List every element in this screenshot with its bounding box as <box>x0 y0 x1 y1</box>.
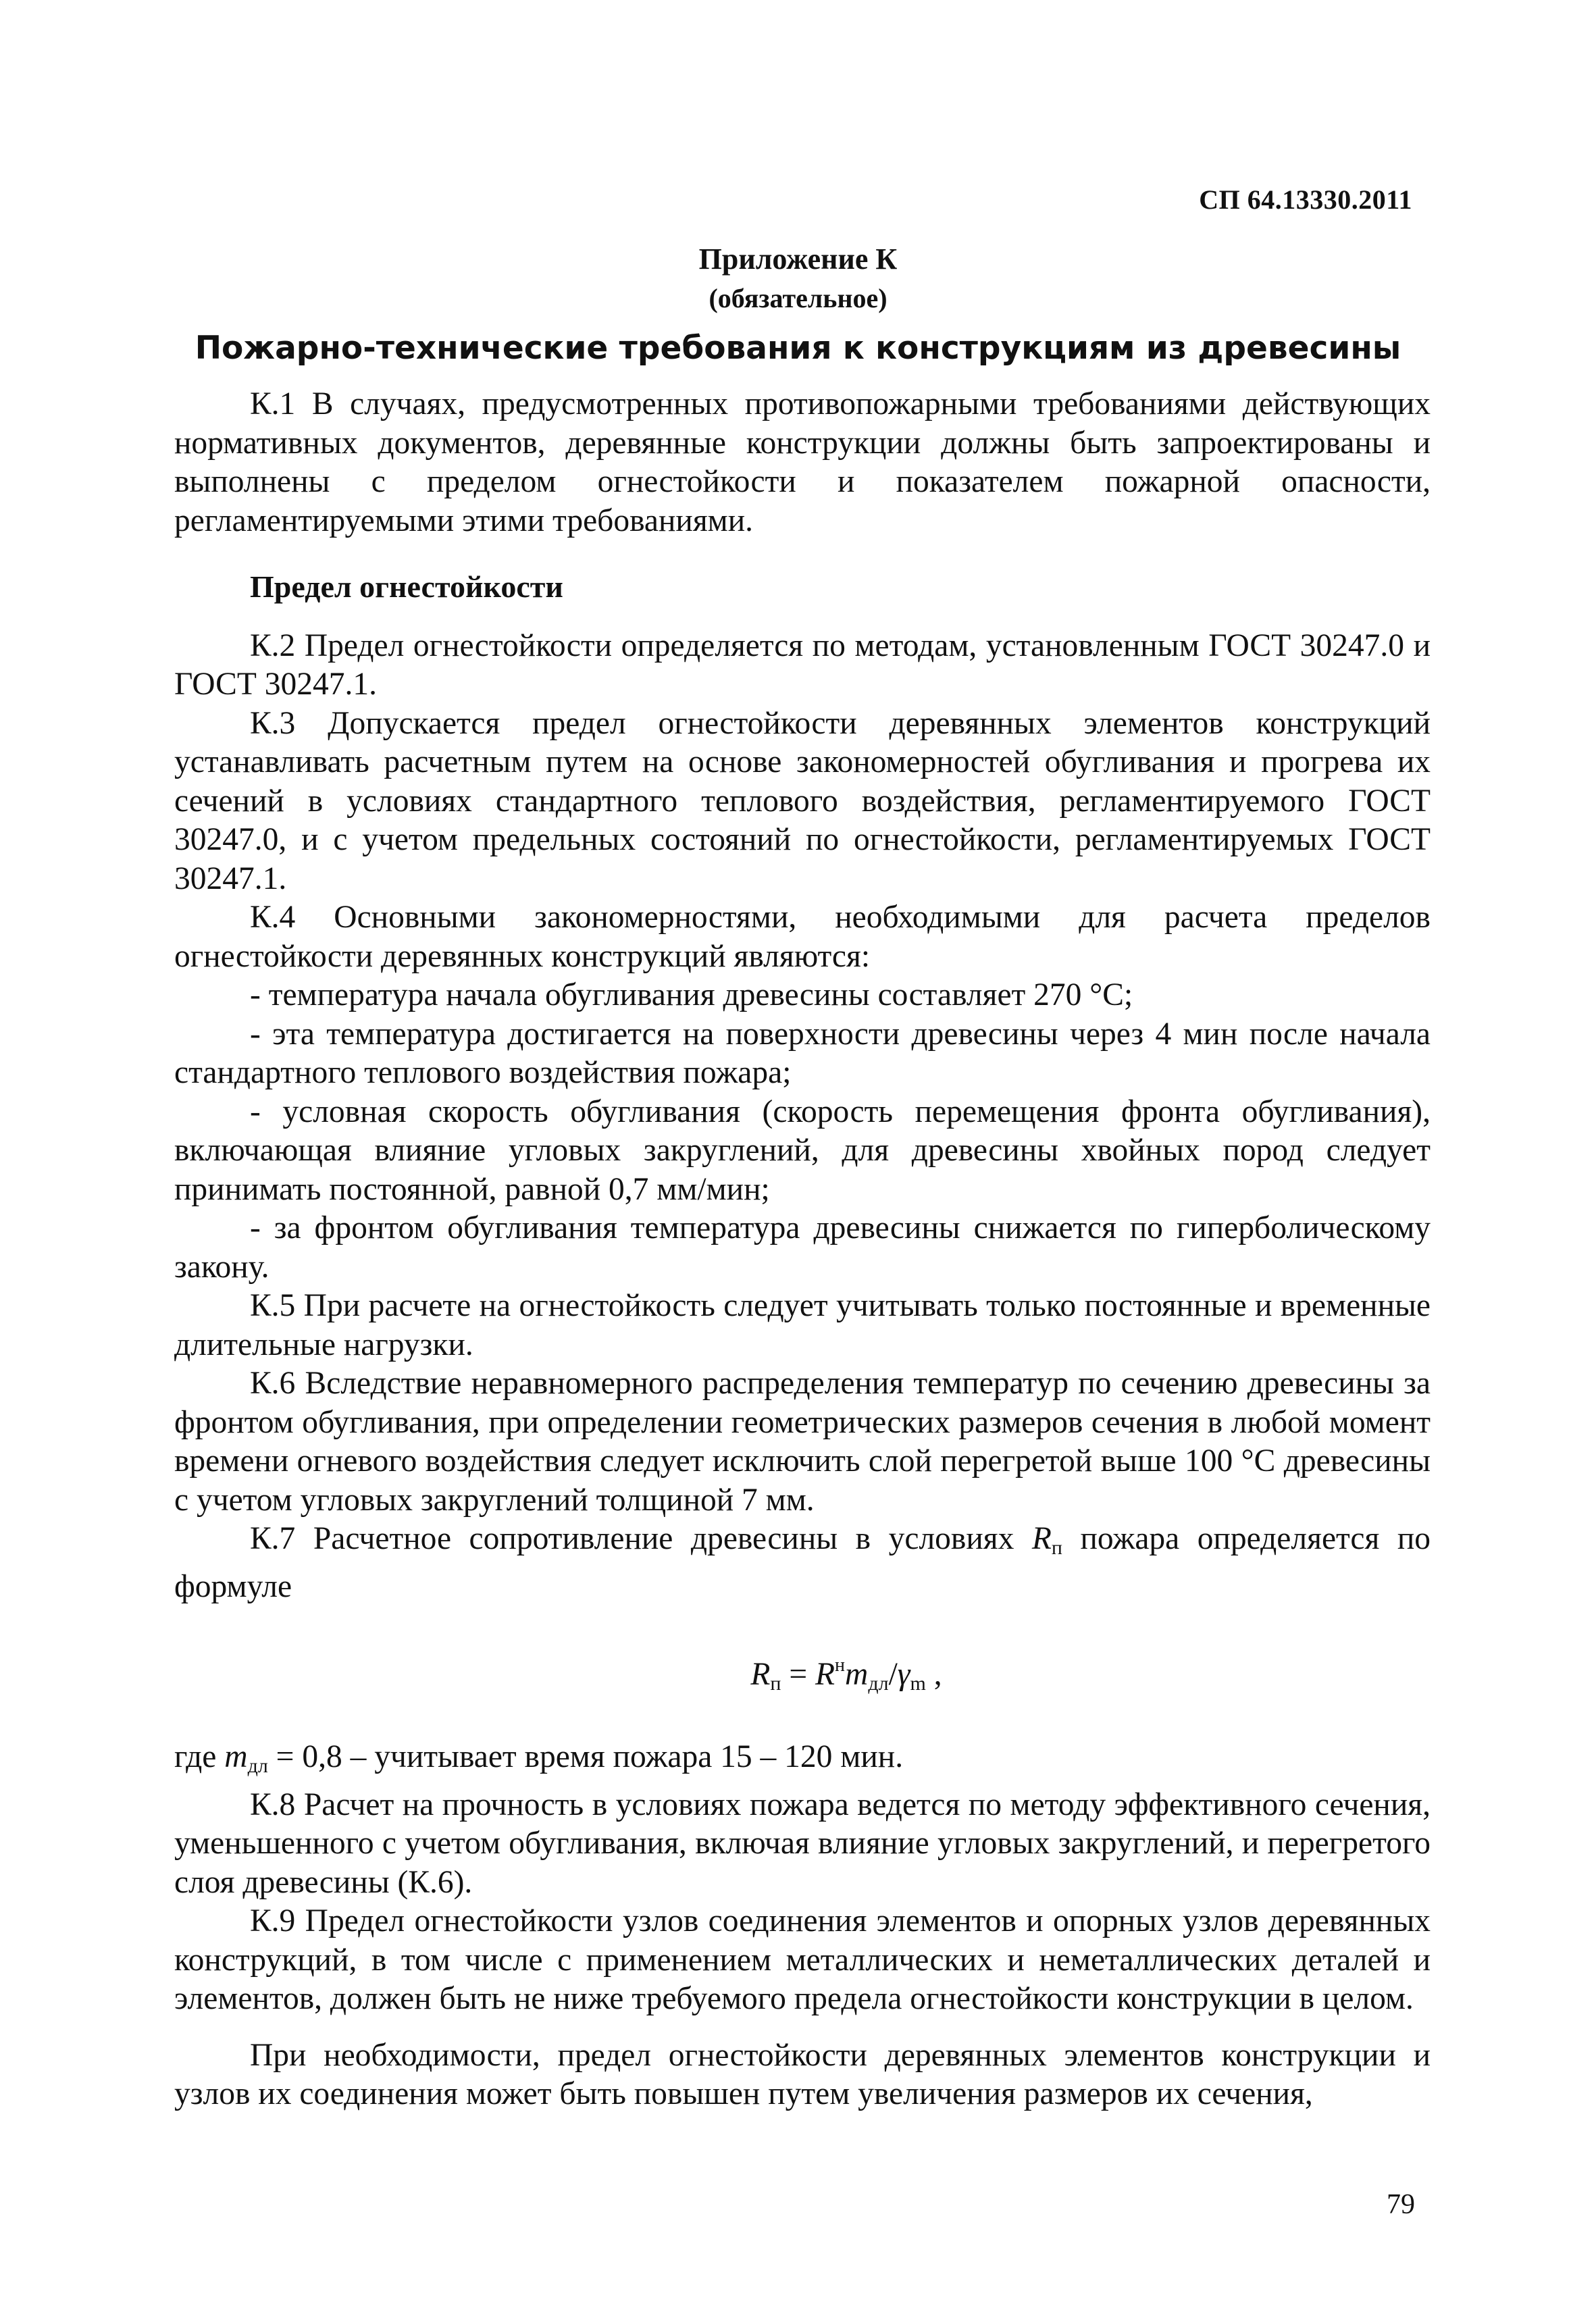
where-text-a: где <box>174 1739 225 1774</box>
paragraph-k7 <box>174 1520 1431 1606</box>
list-item-k4-2: - эта температура достигается на поверхности древесины через 4 мин после начала стандартного теплового воздействия пожара; <box>174 1016 1431 1090</box>
k7-symbol: R <box>1031 1521 1052 1556</box>
formula-explanation <box>174 1738 1431 1786</box>
formula-m-sub: дл <box>868 1672 889 1695</box>
formula-r: R <box>815 1657 835 1692</box>
where-symbol-sub: дл <box>247 1755 268 1777</box>
k7-text-b: пожара определяется по формуле <box>174 1521 1431 1604</box>
formula-gamma-sub: m <box>910 1672 926 1695</box>
formula-m: m <box>845 1657 869 1692</box>
paragraph-k6: К.6 Вследствие неравномерного распределения температур по сечению древесины за фронтом обугливания, при определении геометрических размеров сечения в любой момент времени огневого воздействия следует исключить слой перегретой выше 100 °С древесины с учетом угловых закруглений толщиной 7 мм. <box>174 1366 1431 1518</box>
formula-lhs: R <box>750 1657 771 1692</box>
where-text-b: = 0,8 – учитывает время пожара 15 – 120 мин. <box>267 1739 904 1774</box>
paragraph-k4: К.4 Основными закономерностями, необходимыми для расчета пределов огнестойкости деревянных конструкций являются: <box>174 900 1431 974</box>
formula-gamma: γ <box>897 1657 910 1692</box>
paragraph-k2: К.2 Предел огнестойкости определяется по методам, установленным ГОСТ 30247.0 и ГОСТ 30247.1. <box>174 627 1431 702</box>
list-item-k4-3: - условная скорость обугливания (скорость перемещения фронта обугливания), включающая влияние угловых закруглений, для древесины хвойных пород следует принимать постоянной, равной 0,7 мм/мин; <box>174 1094 1431 1207</box>
where-symbol: m <box>224 1739 248 1774</box>
section-heading: Предел огнестойкости <box>250 569 563 604</box>
list-item-k4-1: - температура начала обугливания древесины составляет 270 °С; <box>250 977 1133 1012</box>
paragraph-k9: К.9 Предел огнестойкости узлов соединения элементов и опорных узлов деревянных конструкций, в том числе с применением металлических и неметаллических деталей и элементов, должен быть не ниже требуемого предела огнестойкости конструкции в целом. <box>174 1903 1431 2016</box>
appendix-title: Приложение К <box>698 242 898 276</box>
document-body <box>174 385 1431 2114</box>
paragraph-k5: К.5 При расчете на огнестойкость следует учитывать только постоянные и временные длительные нагрузки. <box>174 1288 1431 1362</box>
formula-slash: / <box>888 1657 898 1692</box>
k7-symbol-sub: п <box>1051 1537 1062 1559</box>
paragraph-last: При необходимости, предел огнестойкости деревянных элементов конструкции и узлов их соединения может быть повышен путем увеличения размеров их сечения, <box>174 2037 1431 2111</box>
formula-r-sup: н <box>835 1655 846 1676</box>
paragraph-k1: К.1 В случаях, предусмотренных противопожарными требованиями действующих нормативных документов, деревянные конструкции должны быть запроектированы и выполнены с пределом огнестойкости и показателем пожарной опасности, регламентируемыми этими требованиями. <box>174 386 1431 538</box>
formula <box>174 1645 1431 1704</box>
list-item-k4-4: - за фронтом обугливания температура древесины снижается по гиперболическому закону. <box>174 1210 1431 1285</box>
main-heading: Пожарно-технические требования к конструкциям из древесины <box>195 330 1401 367</box>
appendix-subtitle: (обязательное) <box>709 283 887 313</box>
document-code: СП 64.13330.2011 <box>1199 184 1412 215</box>
paragraph-k3: К.3 Допускается предел огнестойкости деревянных элементов конструкций устанавливать расчетным путем на основе закономерностей обугливания и прогрева их сечений в условиях стандартного теплового воздействия, регламентируемого ГОСТ 30247.0, и с учетом предельных состояний по огнестойкости, регламентируемых ГОСТ 30247.1. <box>174 705 1431 896</box>
page-number: 79 <box>1387 2189 1415 2220</box>
formula-eq: = <box>781 1657 816 1692</box>
k7-text-a: К.7 Расчетное сопротивление древесины в условиях <box>250 1521 1032 1556</box>
paragraph-gap <box>174 2019 1431 2036</box>
formula-lhs-sub: п <box>770 1672 781 1695</box>
formula-tail: , <box>925 1657 942 1692</box>
paragraph-k8: К.8 Расчет на прочность в условиях пожара ведется по методу эффективного сечения, уменьшенного с учетом обугливания, включая влияние угловых закруглений, и перегретого слоя древесины (К.6). <box>174 1786 1431 1900</box>
